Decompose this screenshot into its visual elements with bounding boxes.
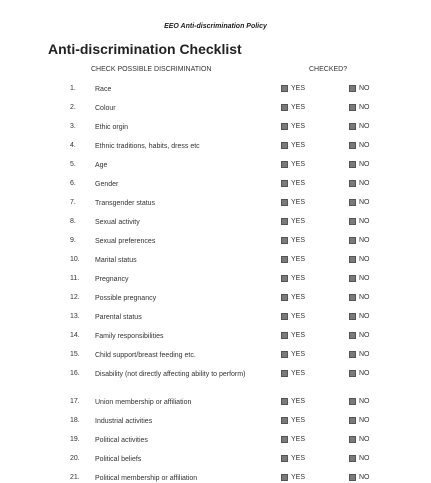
item-number: 21. bbox=[70, 474, 80, 481]
yes-option[interactable] bbox=[281, 417, 305, 424]
column-header-discrimination: CHECK POSSIBLE DISCRIMINATION bbox=[91, 66, 212, 73]
yes-label: YES bbox=[291, 275, 306, 282]
no-label: NO bbox=[359, 237, 370, 244]
no-option[interactable] bbox=[349, 398, 370, 405]
no-label: NO bbox=[359, 161, 370, 168]
yes-checkbox[interactable] bbox=[281, 104, 288, 111]
no-label: NO bbox=[359, 199, 370, 206]
item-number: 13. bbox=[70, 313, 80, 320]
item-label: Child support/breast feeding etc. bbox=[95, 352, 196, 359]
no-checkbox[interactable] bbox=[349, 218, 356, 225]
yes-option[interactable] bbox=[281, 237, 305, 244]
no-option[interactable] bbox=[349, 332, 370, 339]
no-label: NO bbox=[359, 180, 370, 187]
yes-option[interactable] bbox=[281, 275, 305, 282]
no-checkbox[interactable] bbox=[349, 199, 356, 206]
yes-checkbox[interactable] bbox=[281, 455, 288, 462]
item-label: Transgender status bbox=[95, 200, 156, 207]
yes-option[interactable] bbox=[281, 180, 305, 187]
no-checkbox[interactable] bbox=[349, 332, 356, 339]
item-number: 6. bbox=[70, 180, 76, 187]
yes-label: YES bbox=[291, 123, 306, 130]
no-option[interactable] bbox=[349, 104, 370, 111]
item-label: Ethnic traditions, habits, dress etc bbox=[95, 143, 200, 150]
item-number: 7. bbox=[70, 199, 76, 206]
no-checkbox[interactable] bbox=[349, 142, 356, 149]
yes-label: YES bbox=[291, 142, 306, 149]
no-label: NO bbox=[359, 85, 370, 92]
yes-label: YES bbox=[291, 436, 306, 443]
item-number: 16. bbox=[70, 370, 80, 377]
no-option[interactable] bbox=[349, 294, 370, 301]
item-label: Colour bbox=[95, 105, 116, 112]
yes-checkbox[interactable] bbox=[281, 180, 288, 187]
no-option[interactable] bbox=[349, 370, 370, 377]
no-label: NO bbox=[359, 218, 370, 225]
no-label: NO bbox=[359, 123, 370, 130]
yes-checkbox[interactable] bbox=[281, 142, 288, 149]
yes-option[interactable] bbox=[281, 351, 305, 358]
no-option[interactable] bbox=[349, 237, 370, 244]
yes-label: YES bbox=[291, 313, 306, 320]
no-option[interactable] bbox=[349, 275, 370, 282]
no-label: NO bbox=[359, 455, 370, 462]
item-number: 9. bbox=[70, 237, 76, 244]
no-option[interactable] bbox=[349, 199, 370, 206]
no-option[interactable] bbox=[349, 218, 370, 225]
item-number: 5. bbox=[70, 161, 76, 168]
item-number: 8. bbox=[70, 218, 76, 225]
no-checkbox[interactable] bbox=[349, 123, 356, 130]
no-label: NO bbox=[359, 104, 370, 111]
item-label: Sexual preferences bbox=[95, 238, 156, 245]
item-label: Sexual activity bbox=[95, 219, 140, 226]
checklist-title: Anti-discrimination Checklist bbox=[48, 41, 242, 57]
yes-option[interactable] bbox=[281, 123, 305, 130]
item-label: Political beliefs bbox=[95, 456, 142, 463]
no-label: NO bbox=[359, 142, 370, 149]
no-option[interactable] bbox=[349, 161, 370, 168]
no-checkbox[interactable] bbox=[349, 436, 356, 443]
yes-label: YES bbox=[291, 199, 306, 206]
no-option[interactable] bbox=[349, 417, 370, 424]
no-option[interactable] bbox=[349, 455, 370, 462]
no-checkbox[interactable] bbox=[349, 351, 356, 358]
yes-checkbox[interactable] bbox=[281, 275, 288, 282]
yes-checkbox[interactable] bbox=[281, 294, 288, 301]
yes-option[interactable] bbox=[281, 332, 305, 339]
item-label: Race bbox=[95, 86, 112, 93]
yes-label: YES bbox=[291, 104, 306, 111]
item-number: 3. bbox=[70, 123, 76, 130]
yes-option[interactable] bbox=[281, 398, 305, 405]
no-label: NO bbox=[359, 370, 370, 377]
no-option[interactable] bbox=[349, 123, 370, 130]
yes-label: YES bbox=[291, 370, 306, 377]
yes-label: YES bbox=[291, 474, 306, 481]
item-label: Industrial activities bbox=[95, 418, 153, 425]
yes-checkbox[interactable] bbox=[281, 351, 288, 358]
item-label: Gender bbox=[95, 181, 119, 188]
yes-label: YES bbox=[291, 455, 306, 462]
yes-checkbox[interactable] bbox=[281, 313, 288, 320]
no-option[interactable] bbox=[349, 313, 370, 320]
yes-label: YES bbox=[291, 218, 306, 225]
yes-checkbox[interactable] bbox=[281, 256, 288, 263]
item-number: 20. bbox=[70, 455, 80, 462]
item-number: 17. bbox=[70, 398, 80, 405]
no-checkbox[interactable] bbox=[349, 398, 356, 405]
yes-label: YES bbox=[291, 332, 306, 339]
item-number: 1. bbox=[70, 85, 76, 92]
yes-label: YES bbox=[291, 294, 306, 301]
no-label: NO bbox=[359, 275, 370, 282]
no-option[interactable] bbox=[349, 436, 370, 443]
yes-option[interactable] bbox=[281, 104, 305, 111]
no-option[interactable] bbox=[349, 142, 370, 149]
item-label: Family responsibilities bbox=[95, 333, 164, 340]
item-number: 10. bbox=[70, 256, 80, 263]
document-header: EEO Anti-discrimination Policy bbox=[164, 23, 267, 30]
item-label: Ethic orgin bbox=[95, 124, 129, 131]
no-checkbox[interactable] bbox=[349, 417, 356, 424]
yes-option[interactable] bbox=[281, 161, 305, 168]
yes-label: YES bbox=[291, 85, 306, 92]
no-label: NO bbox=[359, 332, 370, 339]
no-option[interactable] bbox=[349, 256, 370, 263]
no-label: NO bbox=[359, 256, 370, 263]
no-checkbox[interactable] bbox=[349, 455, 356, 462]
no-checkbox[interactable] bbox=[349, 256, 356, 263]
item-number: 2. bbox=[70, 104, 76, 111]
no-label: NO bbox=[359, 313, 370, 320]
yes-checkbox[interactable] bbox=[281, 332, 288, 339]
yes-option[interactable] bbox=[281, 218, 305, 225]
yes-checkbox[interactable] bbox=[281, 123, 288, 130]
yes-option[interactable] bbox=[281, 294, 305, 301]
item-number: 11. bbox=[70, 275, 80, 282]
yes-option[interactable] bbox=[281, 199, 305, 206]
no-checkbox[interactable] bbox=[349, 161, 356, 168]
yes-option[interactable] bbox=[281, 455, 305, 462]
yes-label: YES bbox=[291, 237, 306, 244]
item-number: 14. bbox=[70, 332, 80, 339]
no-label: NO bbox=[359, 398, 370, 405]
no-option[interactable] bbox=[349, 85, 370, 92]
yes-label: YES bbox=[291, 161, 306, 168]
yes-checkbox[interactable] bbox=[281, 237, 288, 244]
item-label: Union membership or affiliation bbox=[95, 399, 192, 406]
yes-option[interactable] bbox=[281, 436, 305, 443]
item-label: Age bbox=[95, 162, 108, 169]
yes-label: YES bbox=[291, 180, 306, 187]
item-label: Disability (not directly affecting ability to perform) bbox=[95, 371, 246, 378]
no-label: NO bbox=[359, 351, 370, 358]
yes-label: YES bbox=[291, 256, 306, 263]
no-label: NO bbox=[359, 436, 370, 443]
item-number: 18. bbox=[70, 417, 80, 424]
column-header-checked: CHECKED? bbox=[309, 66, 348, 73]
yes-label: YES bbox=[291, 398, 306, 405]
yes-option[interactable] bbox=[281, 142, 305, 149]
no-label: NO bbox=[359, 294, 370, 301]
item-number: 12. bbox=[70, 294, 80, 301]
item-label: Political membership or affiliation bbox=[95, 475, 198, 482]
yes-checkbox[interactable] bbox=[281, 85, 288, 92]
item-label: Political activities bbox=[95, 437, 148, 444]
yes-label: YES bbox=[291, 351, 306, 358]
no-checkbox[interactable] bbox=[349, 275, 356, 282]
yes-option[interactable] bbox=[281, 256, 305, 263]
no-option[interactable] bbox=[349, 351, 370, 358]
yes-option[interactable] bbox=[281, 370, 305, 377]
yes-checkbox[interactable] bbox=[281, 161, 288, 168]
item-number: 15. bbox=[70, 351, 80, 358]
no-checkbox[interactable] bbox=[349, 370, 356, 377]
no-checkbox[interactable] bbox=[349, 85, 356, 92]
yes-checkbox[interactable] bbox=[281, 398, 288, 405]
yes-label: YES bbox=[291, 417, 306, 424]
no-checkbox[interactable] bbox=[349, 294, 356, 301]
yes-checkbox[interactable] bbox=[281, 199, 288, 206]
yes-option[interactable] bbox=[281, 313, 305, 320]
no-label: NO bbox=[359, 474, 370, 481]
item-number: 19. bbox=[70, 436, 80, 443]
item-label: Pregnancy bbox=[95, 276, 129, 283]
yes-checkbox[interactable] bbox=[281, 436, 288, 443]
no-checkbox[interactable] bbox=[349, 180, 356, 187]
no-checkbox[interactable] bbox=[349, 104, 356, 111]
no-label: NO bbox=[359, 417, 370, 424]
item-number: 4. bbox=[70, 142, 76, 149]
yes-checkbox[interactable] bbox=[281, 370, 288, 377]
yes-option[interactable] bbox=[281, 85, 305, 92]
item-label: Parental status bbox=[95, 314, 142, 321]
yes-checkbox[interactable] bbox=[281, 417, 288, 424]
no-checkbox[interactable] bbox=[349, 313, 356, 320]
item-label: Marital status bbox=[95, 257, 137, 264]
no-checkbox[interactable] bbox=[349, 237, 356, 244]
item-label: Possible pregnancy bbox=[95, 295, 157, 302]
no-option[interactable] bbox=[349, 180, 370, 187]
yes-checkbox[interactable] bbox=[281, 218, 288, 225]
